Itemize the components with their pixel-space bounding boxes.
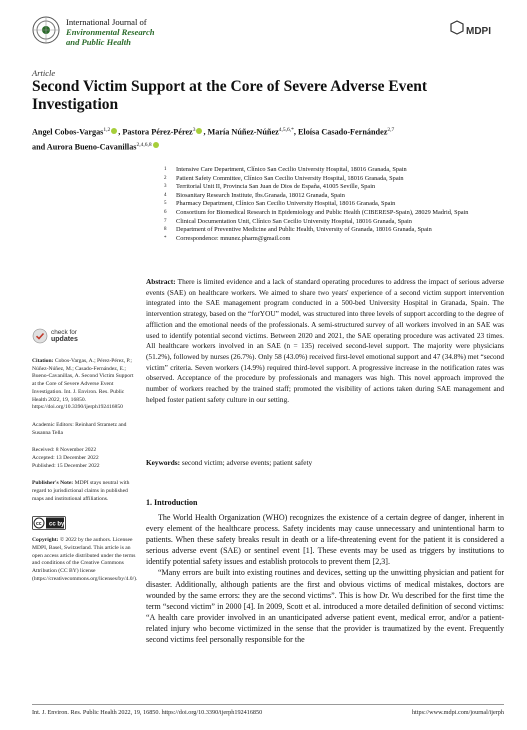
author-separator: , bbox=[203, 127, 208, 137]
affiliation-text: Patient Safety Committee, Clínico San Cecilio University Hospital, 18016 Granada, Spain bbox=[176, 174, 404, 182]
publisher-note-label: Publisher's Note: bbox=[32, 480, 74, 487]
affiliation-number: * bbox=[164, 235, 167, 241]
abstract-label: Abstract: bbox=[146, 277, 176, 286]
keywords-text: second victim; adverse events; patient safety bbox=[181, 458, 313, 467]
affiliation-item bbox=[164, 175, 504, 184]
author-name: and Aurora Bueno-Cavanillas bbox=[32, 142, 137, 152]
accepted-date: Accepted: 13 December 2022 bbox=[32, 455, 99, 462]
author-list bbox=[32, 124, 502, 153]
affiliation-number: 7 bbox=[164, 218, 167, 224]
affiliation-number: 2 bbox=[164, 175, 167, 181]
orcid-icon[interactable] bbox=[153, 142, 159, 148]
article-type: Article bbox=[32, 68, 56, 78]
affiliation-text: Correspondence: mnunez.pharm@gmail.com bbox=[176, 234, 291, 242]
author-name: Pastora Pérez-Pérez bbox=[122, 127, 193, 137]
author-affiliation-sup: 1,2 bbox=[103, 127, 111, 133]
orcid-icon[interactable] bbox=[196, 128, 202, 134]
author-separator: , bbox=[118, 127, 123, 137]
journal-name-line3: and Public Health bbox=[66, 37, 131, 47]
journal-name bbox=[66, 17, 155, 47]
check-for-updates-button[interactable] bbox=[32, 328, 136, 344]
check-label-line2: updates bbox=[51, 336, 78, 343]
copyright-text: © 2022 by the authors. Licensee MDPI, Basel, Switzerland. This article is an open access article distributed under the terms and conditions of the Creative Commons Attribution (CC BY) license (https://creativecommons.org/licenses/by/4.0/). bbox=[32, 537, 138, 582]
check-for-updates-icon bbox=[32, 328, 48, 344]
citation bbox=[32, 358, 136, 412]
intro-paragraph-2: “Many errors are built into existing routines and devices, setting up the unwitting physician and patient for disaster. Additionally, although patients are the first and obvious victims of medical mistakes, doctors are wounded by the same errors: they are the second victims”. This is how Dr. Wu described for the first time the term “second victim” in 2000 [4]. In 2009, Scott et al. introduced a more detailed definition of second victims: “A health care provider involved in an unanticipated adverse patient event, medical error, and/or a patient-related injury who become victimized in the sense that the provider is traumatized by the event. Frequently second victims feel personally responsible for the bbox=[146, 568, 504, 645]
journal-name-line2: Environmental Research bbox=[66, 27, 155, 37]
orcid-icon[interactable] bbox=[111, 128, 117, 134]
affiliation-text: Consortium for Biomedical Research in Epidemiology and Public Health (CIBERESP-Spain), 28029 Madrid, Spain bbox=[176, 208, 469, 216]
affiliation-number: 4 bbox=[164, 192, 167, 198]
article-info-sidebar bbox=[32, 328, 136, 593]
affiliation-text: Intensive Care Department, Clínico San Cecilio University Hospital, 18016 Granada, Spain bbox=[176, 166, 407, 173]
affiliation-item bbox=[164, 166, 504, 175]
keywords bbox=[146, 458, 504, 468]
svg-text:cc by: cc by bbox=[49, 521, 65, 528]
received-date: Received: 8 November 2022 bbox=[32, 447, 97, 454]
author-name: Angel Cobos-Vargas bbox=[32, 127, 104, 137]
author-affiliation-sup: 3 bbox=[192, 127, 196, 133]
affiliation-number: 5 bbox=[164, 201, 167, 207]
affiliation-item bbox=[164, 192, 504, 201]
affiliation-item bbox=[164, 200, 504, 209]
intro-paragraph-1: The World Health Organization (WHO) recognizes the existence of a certain degree of danger, inherent in every element of the healthcare process. Safety incidents may cause unnecessary and unintentional harm to patients. When these safety breaks result in death or a life-threatening event for the patient it is considered a serious adverse event (SAE) or sentinel event [1]. These events may be used as triggers by institutions to identify potential safety issues and establish protocols to prevent them [2,3]. bbox=[146, 513, 504, 567]
journal-logo-icon bbox=[32, 16, 60, 44]
affiliation-text: Pharmacy Department, Clínico San Cecilio University Hospital, 18016 Granada, Spain bbox=[176, 200, 396, 208]
footer-journal-url[interactable]: https://www.mdpi.com/journal/ijerph bbox=[411, 709, 504, 716]
page-title: Second Victim Support at the Core of Severe Adverse Event Investigation bbox=[32, 78, 428, 113]
publisher-note-text: MDPI stays neutral with regard to jurisdictional claims in published maps and institutional affiliations. bbox=[32, 480, 130, 502]
section-heading-introduction: 1. Introduction bbox=[146, 498, 198, 507]
affiliation-item bbox=[164, 183, 504, 192]
abstract bbox=[146, 277, 504, 405]
affiliation-text: Territorial Unit II, Provincia San Juan de Dios de España, 41005 Seville, Spain bbox=[176, 183, 376, 191]
affiliation-number: 6 bbox=[164, 209, 167, 215]
affiliation-item bbox=[164, 226, 504, 235]
abstract-text: There is limited evidence and a lack of standard operating procedures to address the impact of serious adverse events (SAE) on healthcare workers. We aimed to share two years' experience of a second victim support intervention integrated into the SAE management program conducted in a 500-bed University Hospital in Granada, Spain. The intervention strategy, based on the “forYOU” model, was structured into three levels of support according to the degree of affliction and the emotional needs of the professionals. A semi-structured survey of all workers involved in an SAE was used to identify potential second victims. Between 2020 and 2021, the SAE operating procedure was activated 23 times. All healthcare workers involved in an SAE (n = 135) received second-level support. The majority were physicians (51.2%), followed by nurses (26.7%). Only 58 (43.0%) received first-level emotional support and 47 (34.8%) met “second victim” criteria. Seven workers (14.9%) required third-level support. A progressive increase in the notification rates was observed. Acceptance of the procedure by professionals and managers was high. This novel approach improved the number of workers reached by the trained staff; promoted the visibility of actions taken during SAE management and helped foster patient safety culture in our setting. bbox=[146, 277, 504, 404]
author-affiliation-sup: 2,7 bbox=[387, 127, 395, 133]
author-affiliation-sup: 2,4,6,8 bbox=[136, 141, 152, 148]
academic-editors: Academic Editors: Reinhard Strametz and Susanna Tella bbox=[32, 421, 127, 436]
author-name: Eloísa Casado-Fernández bbox=[297, 127, 388, 137]
affiliation-number: 1 bbox=[164, 167, 167, 172]
affiliation-text: Biosanitary Research Institute, Ibs.Granada, 18012 Granada, Spain bbox=[176, 191, 345, 199]
published-date: Published: 15 December 2022 bbox=[32, 462, 100, 469]
journal-name-line1: International Journal of bbox=[66, 17, 147, 27]
mdpi-logo-icon bbox=[447, 20, 497, 42]
page-footer bbox=[32, 709, 504, 716]
affiliation-item bbox=[164, 235, 504, 244]
affiliation-item bbox=[164, 209, 504, 218]
dates bbox=[32, 447, 136, 470]
publisher-note bbox=[32, 480, 136, 503]
affiliation-number: 3 bbox=[164, 184, 167, 190]
check-label-line1: check for bbox=[51, 329, 77, 336]
affiliation-list bbox=[164, 166, 504, 243]
affiliation-item bbox=[164, 218, 504, 227]
footer-citation[interactable]: Int. J. Environ. Res. Public Health 2022, 19, 16850. https://doi.org/10.3390/ijerph192416850 bbox=[32, 709, 263, 716]
affiliation-text: Department of Preventive Medicine and Public Health, University of Granada, 18016 Granada, Spain bbox=[176, 226, 432, 234]
citation-label: Citation: bbox=[32, 358, 54, 364]
author-separator: , bbox=[293, 127, 298, 137]
author-affiliation-sup: 4,5,6,* bbox=[278, 127, 294, 133]
introduction-body bbox=[146, 512, 504, 645]
footer-divider bbox=[32, 704, 504, 705]
citation-text: Cobos-Vargas, A.; Pérez-Pérez, P.; Núñez-Núñez, M.; Casado-Fernández, E.; Bueno-Cavanillas, A. Second Victim Support at the Core of Severe Adverse Event Investigation. Int. J. Environ. Res. Public Health 2022, 19, 16850. https://doi.org/10.3390/ijerph192416850 bbox=[32, 358, 134, 411]
svg-text:MDPI: MDPI bbox=[466, 26, 491, 37]
author-name: María Núñez-Núñez bbox=[207, 127, 279, 137]
cc-by-license-icon[interactable] bbox=[32, 516, 66, 530]
copyright bbox=[32, 537, 136, 583]
affiliation-text: Clinical Documentation Unit, Clínico San Cecilio University Hospital, 18016 Granada, Spain bbox=[176, 217, 412, 225]
affiliation-number: 8 bbox=[164, 227, 167, 233]
keywords-label: Keywords: bbox=[146, 458, 181, 467]
svg-text:cc: cc bbox=[36, 520, 42, 527]
copyright-label: Copyright: bbox=[32, 537, 59, 544]
